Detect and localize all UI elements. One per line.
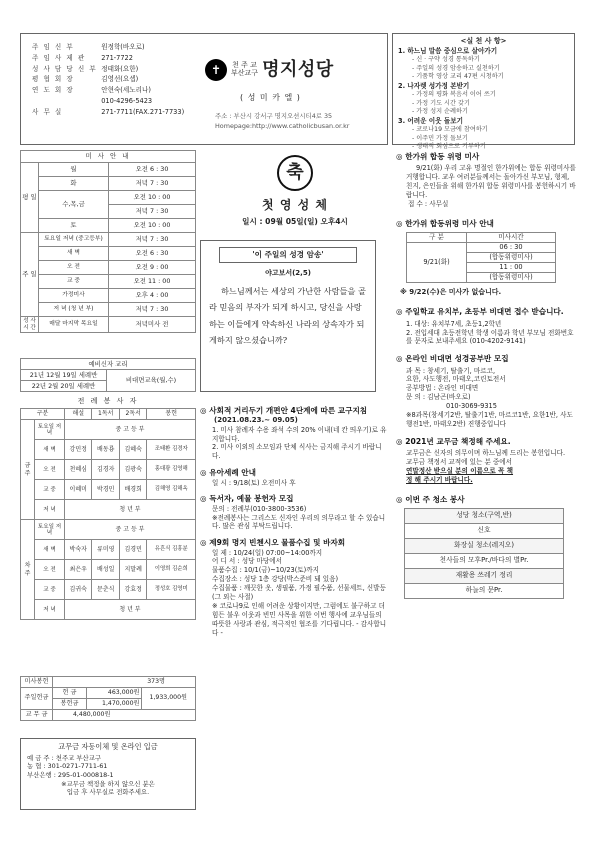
mass-weekday-row — [21, 219, 196, 233]
mass-sunday-row — [21, 261, 196, 275]
practice-subitem: - 신 · 구약 성경 통독하기 — [412, 56, 480, 64]
servers-person: 배경희 — [119, 480, 146, 500]
practice-heading: 3. 어려운 이웃 돌보기 — [398, 117, 463, 126]
contact-info — [30, 42, 186, 118]
weekday-label: 평 일 — [21, 163, 39, 233]
contact-value: 010-4296-5423 — [101, 96, 153, 105]
catechumen-row-1: 21년 12월 19일 세례반 — [21, 370, 107, 381]
dues-value: 4,480,000원 — [53, 710, 196, 721]
servers-row — [21, 440, 196, 460]
mass-time: 저녁 7 : 30 — [109, 303, 196, 317]
servers-week-label: 금 주 — [21, 420, 35, 520]
mass-time: 저녁 7 : 30 — [109, 205, 196, 219]
servers-row — [21, 560, 196, 580]
servers-header: 해설 — [65, 409, 92, 420]
mass-time: 저녁 7 : 30 — [109, 177, 196, 191]
mass-day: 화 — [39, 177, 109, 191]
clean-title: ◎ 이번 주 청소 봉사 — [396, 494, 465, 504]
notice-subtitle: (2021.08.23.~ 09.05) — [214, 416, 298, 425]
contact-row — [30, 74, 186, 85]
cleaning-row — [405, 523, 564, 538]
notice-title: ◎ 제9회 명지 빈첸시오 물품수집 및 바자회 — [200, 538, 346, 548]
practice-subitem: - 가정의 평화 복음서 이어 쓰기 — [412, 91, 496, 99]
online-line: 문 의 : 김남곤(바오로) — [406, 393, 471, 402]
parish-address: 주소 : 부산시 강서구 명지오션시티4로 35 — [215, 112, 333, 120]
contact-row — [30, 64, 186, 75]
notice-block — [200, 468, 390, 487]
mass-day: 오 전 — [39, 261, 109, 275]
servers-person: 이영희 김순희 — [147, 560, 196, 580]
schedule-time-1: 06 : 30 — [467, 242, 556, 252]
mass-day: 저 녁 (청 년 부) — [39, 303, 109, 317]
schedule-table — [406, 232, 556, 283]
servers-row — [21, 420, 196, 440]
mass-time: 오후 4 : 00 — [109, 289, 196, 303]
mass-weekday-row — [21, 177, 196, 191]
online-line: 공부방법 : 온라인 비대면 — [406, 384, 479, 393]
servers-person: 홍대광 김영해 — [147, 460, 196, 480]
mass-day: 교 중 — [39, 275, 109, 289]
notice-line: 어 디 서 : 성당 마당에서 — [212, 557, 283, 566]
mass-day: 월 — [39, 163, 109, 177]
practice-subitem: - 코로나19 모금에 참여하기 — [412, 126, 488, 134]
notice-line: 일 시 : 9/18(토) 오전미사 후 — [212, 478, 296, 487]
servers-person: 김혜숙 — [119, 440, 146, 460]
chuseok-title: ◎ 한가위 합동 위령 미사 — [396, 152, 480, 161]
notice-line: 물품수집 : 10/1(금)~10/23(토)까지 — [212, 566, 319, 575]
servers-person: 김경민 — [119, 540, 146, 560]
mass-time: 오전 9 : 00 — [109, 261, 196, 275]
online-lines — [396, 367, 576, 429]
servers-row — [21, 480, 196, 500]
contact-value: 271-7711(FAX.271-7733) — [101, 107, 185, 116]
practice-subitem: - 생태적 회심으로 기부하기 — [412, 142, 486, 150]
scripture-title: '이 주일의 성경 암송' — [252, 250, 324, 259]
mass-time: 오전 6 : 30 — [109, 247, 196, 261]
contact-key: 연 도 회 장 — [32, 86, 75, 95]
servers-header: 1독서 — [92, 409, 119, 420]
servers-person: 문춘식 — [92, 580, 119, 600]
servers-person: 강효정 — [119, 580, 146, 600]
mass-sunday-row — [21, 247, 196, 261]
practice-heading: 1. 하느님 말씀 중심으로 살아가기 — [398, 47, 498, 56]
contact-key: 평 협 회 장 — [32, 75, 75, 84]
servers-row — [21, 500, 196, 520]
notice-line: 수집물품 : 깨끗한 옷, 생필품, 가정 필수품, 선물세트, 신발등(그 외는 사절) — [212, 584, 386, 602]
mass-sunday-row — [21, 303, 196, 317]
mass-sunday-row — [21, 275, 196, 289]
servers-row — [21, 540, 196, 560]
online-line: 과 목 : 창세기, 탈출기, 마르코, — [406, 366, 496, 375]
feast-emblem — [277, 155, 313, 191]
servers-person: 배성일 — [92, 560, 119, 580]
parish-logo — [205, 58, 334, 82]
servers-time: 오 전 — [35, 460, 65, 480]
servers-person: 지말례 — [119, 560, 146, 580]
school-line: 2. 전입세대 초등전학년 학생 이름과 학년 부모님 전화번호를 문자로 보내주세요 (010-4202-9141) — [406, 328, 574, 346]
transfer-line: 부산은행 : 295-01-000818-1 — [27, 771, 114, 779]
mass-day: 가정미사 — [39, 289, 109, 303]
parish-homepage[interactable]: Homepage:http://www.catholicbusan.or.kr — [215, 122, 350, 130]
servers-group: 중 고 등 부 — [65, 520, 196, 540]
feast-date: 일시 : 09월 05일(일) 오후4시 — [242, 217, 348, 227]
mass-title: 미 사 안 내 — [21, 151, 196, 163]
practice-heading: 2. 나자렛 성가정 본받기 — [398, 82, 470, 91]
sacrament-label: 성 사 시 간 — [21, 317, 39, 333]
transfer-line: 예 금 주 : 천주교 부산교구 — [27, 753, 102, 762]
mass-table — [20, 150, 196, 333]
servers-group: 청 년 부 — [65, 600, 196, 620]
notice-block — [200, 406, 390, 461]
diocese-line1: 천 주 교 — [232, 61, 257, 70]
contact-key: 주 임 사 제 관 — [32, 53, 86, 62]
servers-person: 박경민 — [92, 480, 119, 500]
servers-time: 토요일 저 녁 — [35, 420, 65, 440]
contact-value: 271-7722 — [101, 53, 133, 62]
cleaning-assignee: 하늘의 문Pr. — [405, 583, 564, 598]
servers-group: 중 고 등 부 — [65, 420, 196, 440]
mass-sunday-row — [21, 289, 196, 303]
cleaning-row — [405, 508, 564, 523]
cleaning-category: 성당 청소(구역,반) — [405, 508, 564, 523]
cleaning-row — [405, 583, 564, 598]
servers-time: 교 중 — [35, 580, 65, 600]
dues-line: 연말정산 받으실 분의 이름으로 꼭 책 — [406, 466, 514, 475]
transfer-box — [20, 738, 196, 810]
servers-section — [20, 397, 196, 620]
mass-weekday-row — [21, 191, 196, 205]
servers-header: 봉헌 — [147, 409, 196, 420]
transfer-lines — [27, 754, 189, 797]
mass-time: 오전 10 : 00 — [109, 191, 196, 205]
schedule-desc-2: (합동위령미사) — [467, 272, 556, 282]
contact-key — [30, 96, 99, 107]
sunday-label: 주 일 — [21, 233, 39, 317]
servers-header: 2독서 — [119, 409, 146, 420]
contact-row — [30, 96, 186, 107]
servers-person: 정성호 김영미 — [147, 580, 196, 600]
servers-person: 조태환 김경자 — [147, 440, 196, 460]
servers-time: 새 벽 — [35, 440, 65, 460]
sacrament-time: 저녁미사 전 — [109, 317, 196, 333]
practice-subitem: - 주일의 성경 암송하고 실천하기 — [412, 64, 500, 72]
servers-week-label: 차 주 — [21, 520, 35, 620]
dues-line: 정 해 주시기 바랍니다. — [406, 475, 473, 484]
contact-value: 김영선(요셉) — [101, 75, 139, 84]
offering-total: 1,933,000원 — [141, 688, 196, 710]
notice-line: 2. 미사 이외의 소모임과 단체 식사는 금지해 주시기 바랍니다. — [212, 443, 382, 461]
sacrament-row — [21, 317, 196, 333]
finance-table — [20, 676, 196, 721]
servers-person: 최은우 — [65, 560, 92, 580]
schedule-desc-1: (합동위령미사) — [467, 252, 556, 262]
cleaning-row — [405, 538, 564, 553]
servers-title: 전 례 봉 사 자 — [77, 397, 139, 405]
scripture-title-wrap — [219, 247, 357, 263]
servers-person: 류미영 — [92, 540, 119, 560]
transfer-line: 입금 후 사무실로 전화주세요. — [66, 788, 150, 797]
schedule-header-time: 미사시간 — [467, 232, 556, 242]
mass-day: 수,목,금 — [39, 191, 109, 219]
transfer-line: ※교무금 책정을 하지 않으신 분은 — [61, 779, 155, 788]
contact-row — [30, 53, 186, 64]
servers-row — [21, 520, 196, 540]
servers-time: 오 전 — [35, 560, 65, 580]
feast-char: 축 — [286, 161, 304, 183]
mass-day: 토 — [39, 219, 109, 233]
practice-box — [392, 33, 575, 150]
servers-table — [20, 408, 196, 620]
servers-group: 청 년 부 — [65, 500, 196, 520]
sacrament-day: 매달 마지막 목요일 — [39, 317, 109, 333]
servers-header: 구분 — [21, 409, 65, 420]
notice-line: 문의 : 전례부(010-3800-3536) — [212, 504, 307, 513]
mass-time: 오전 10 : 00 — [109, 219, 196, 233]
catechumen-note: 비대면교육(월,수) — [107, 370, 196, 392]
servers-time: 교 중 — [35, 480, 65, 500]
cleaning-row — [405, 568, 564, 583]
servers-person: 배동룡 — [92, 440, 119, 460]
contact-value: 원정학(바오로) — [101, 42, 145, 51]
servers-person: 김광숙 — [119, 460, 146, 480]
servers-person: 유흔식 김흥분 — [147, 540, 196, 560]
cleaning-category: 화장실 청소(레지오) — [405, 538, 564, 553]
notice-line: 수집장소 : 성당 1층 강당(박스준비 돼 있음) — [212, 575, 339, 584]
cross-logo-icon: ✝ — [205, 59, 227, 81]
school-lines — [396, 320, 576, 347]
mass-day: 토요일 저녁 (중고등부) — [39, 233, 109, 247]
cleaning-assignee: 천사들의 모후Pr./바다의 별Pr. — [405, 553, 564, 568]
transfer-line: 농 협 : 301-0271-7711-61 — [27, 762, 108, 771]
mass-attendance-value: 373명 — [53, 677, 196, 688]
notice-title: ◎ 독서자, 예물 봉헌자 모집 — [200, 494, 294, 504]
contact-row — [30, 85, 186, 96]
servers-person: 김해영 김해옥 — [147, 480, 196, 500]
servers-row — [21, 460, 196, 480]
contact-row — [30, 107, 186, 118]
right-column — [396, 152, 576, 599]
practice-subitem: - 이주민 가정 돌보기 — [412, 134, 468, 142]
mass-time: 오전 11 : 00 — [109, 275, 196, 289]
practice-subitem: - 가정 성지 순례하기 — [412, 108, 468, 116]
mass-attendance-label: 미사봉헌 — [21, 677, 53, 688]
scripture-text: 하느님께서는 세상의 가난한 사람들을 골라 믿음의 부자가 되게 하시고, 당신을 사랑하는 이들에게 약속하신 나라의 상속자가 되게하지 않으셨습니까? — [209, 285, 366, 345]
notice-block — [200, 538, 390, 637]
catechumen-table — [20, 358, 196, 392]
school-title: ◎ 주일학교 유치부, 초등부 비대면 접수 받습니다. — [396, 307, 564, 317]
servers-time: 토요일 저 녁 — [35, 520, 65, 540]
scripture-box — [200, 240, 376, 392]
notice-line: 1. 미사 참례자 수용 좌석 수의 20% 이내(네 칸 띄우기)로 유지합니다. — [212, 425, 387, 443]
servers-time: 새 벽 — [35, 540, 65, 560]
servers-time: 저 녁 — [35, 500, 65, 520]
notice-title: ◎ 사회적 거리두기 개편안 4단계에 따른 교구지침 — [200, 406, 368, 415]
contact-key: 주 임 신 부 — [32, 42, 75, 51]
mass-time: 저녁 7 : 30 — [109, 233, 196, 247]
notice-line: ※ 코로나9로 인해 어려운 상황이지만, 그럼에도 불구하고 더 힘든 불우 이웃과 빈민 사목을 위한 이번 행사에 교우님들의 따뜻한 사랑과 관심, 적극적인 협조를 기다립니다. - 감사합니다 - — [212, 601, 387, 637]
chuseok-text: 9/21(화) 우리 고유 명절인 한가위에는 합동 위령미사를 거행합니다. 교우 여러분들께서는 돌아가신 부모님, 형제, 친지, 은인들을 위해 한가위 합동 위령미사를 봉헌하시기 바랍니다. — [406, 164, 576, 199]
mass-time: 오전 6 : 30 — [109, 163, 196, 177]
contact-key: 사 무 실 — [32, 107, 63, 116]
parish-name: 명지성당 — [262, 59, 334, 80]
catechumen-title: 예비신자 교리 — [21, 359, 196, 370]
dues-line: 교무금은 신자의 의무이며 하느님께 드리는 봉헌입니다. — [406, 449, 566, 458]
mass-day: 새 벽 — [39, 247, 109, 261]
notice-block — [200, 494, 390, 531]
servers-person: 박숙자 — [65, 540, 92, 560]
left-notices — [200, 406, 390, 644]
servers-person: 김귀숙 — [65, 580, 92, 600]
servers-row — [21, 580, 196, 600]
dues-line: 교무금 책정서 교적에 있는 분 중에서 — [406, 457, 513, 466]
notice-line: 일 제 : 10/24(일) 07:00~14:00까지 — [212, 548, 323, 557]
patron-saint: ( 성 미 카 엘 ) — [240, 93, 301, 102]
contact-row — [30, 42, 186, 53]
cleaning-row — [405, 553, 564, 568]
online-line: 요한, 사도행전, 마태오,코린토전서 — [406, 375, 506, 384]
practice-title: <실 천 사 항> — [460, 37, 507, 45]
notice-title: ◎ 유아세례 안내 — [200, 468, 256, 478]
contact-value: 정태화(요한) — [101, 64, 139, 73]
online-title: ◎ 온라인 비대면 성경공부반 모집 — [396, 354, 509, 364]
servers-time: 저 녁 — [35, 600, 65, 620]
scripture-ref: 야고보서(2,5) — [265, 269, 311, 278]
chuseok-contact: 접 수 : 사무실 — [408, 199, 449, 208]
diocese-line2: 부산교구 — [231, 69, 259, 78]
schedule-date: 9/21(화) — [407, 242, 467, 282]
offering-value: 463,000원 — [87, 688, 142, 699]
mass-weekday-row — [21, 163, 196, 177]
cleaning-table — [404, 508, 564, 599]
no-mass-notice: ※ 9/22(수)은 미사가 없습니다. — [400, 287, 502, 296]
school-line: 1. 대상: 유치부7세, 초등1,2학년 — [406, 319, 502, 328]
practice-subitem: - 기품학 영상 교리 47편 시청하기 — [412, 73, 504, 81]
servers-row — [21, 600, 196, 620]
dues-label: 교 무 금 — [21, 710, 53, 721]
schedule-header-category: 구 분 — [407, 232, 467, 242]
servers-person: 이혜미 — [65, 480, 92, 500]
transfer-title: 교무금 자동이체 및 온라인 입금 — [58, 742, 158, 751]
dues-lines — [396, 449, 576, 485]
notice-line: ※전례봉사는 그리스도 신자인 우리의 의무라고 할 수 있습니다. 많은 관심 부탁드립니다. — [212, 513, 386, 531]
schedule-time-2: 11 : 00 — [467, 262, 556, 272]
contact-value: 안현숙(세노리나) — [101, 86, 151, 95]
catechumen-row-2: 22년 2월 20일 세례반 — [21, 381, 107, 392]
cleaning-assignee: 신호 — [405, 523, 564, 538]
offering-sub-label: 헌 금 — [53, 688, 87, 699]
servers-person: 강민정 — [65, 440, 92, 460]
servers-person: 김경자 — [92, 460, 119, 480]
servers-person: 천혜심 — [65, 460, 92, 480]
feast-section — [200, 155, 390, 227]
sunday-offering-label: 주일헌금 — [21, 688, 53, 710]
schedule-title: ◎ 한가위 합동위령 미사 안내 — [396, 218, 494, 228]
online-line: ※8과목(창세기2반, 탈출기1반, 마르코1반, 요한1반, 사도행전1반, 마태오2반) 진행중입니다 — [406, 411, 573, 428]
mass-section — [20, 150, 196, 333]
online-line: 010-3069-9315 — [446, 402, 497, 411]
donation-sub-label: 봉헌금 — [53, 699, 87, 710]
cleaning-category: 재활용 쓰레기 정리 — [405, 568, 564, 583]
donation-value: 1,470,000원 — [87, 699, 142, 710]
contact-key: 성 사 담 당 신 부 — [32, 64, 98, 73]
feast-title: 첫 영 성 체 — [262, 198, 328, 212]
dues-title: ◎ 2021년 교무금 책정해 주세요. — [396, 436, 511, 446]
practice-subitem: - 가정 기도 시간 갖기 — [412, 99, 470, 107]
practice-list — [398, 47, 569, 151]
mass-sunday-row — [21, 233, 196, 247]
